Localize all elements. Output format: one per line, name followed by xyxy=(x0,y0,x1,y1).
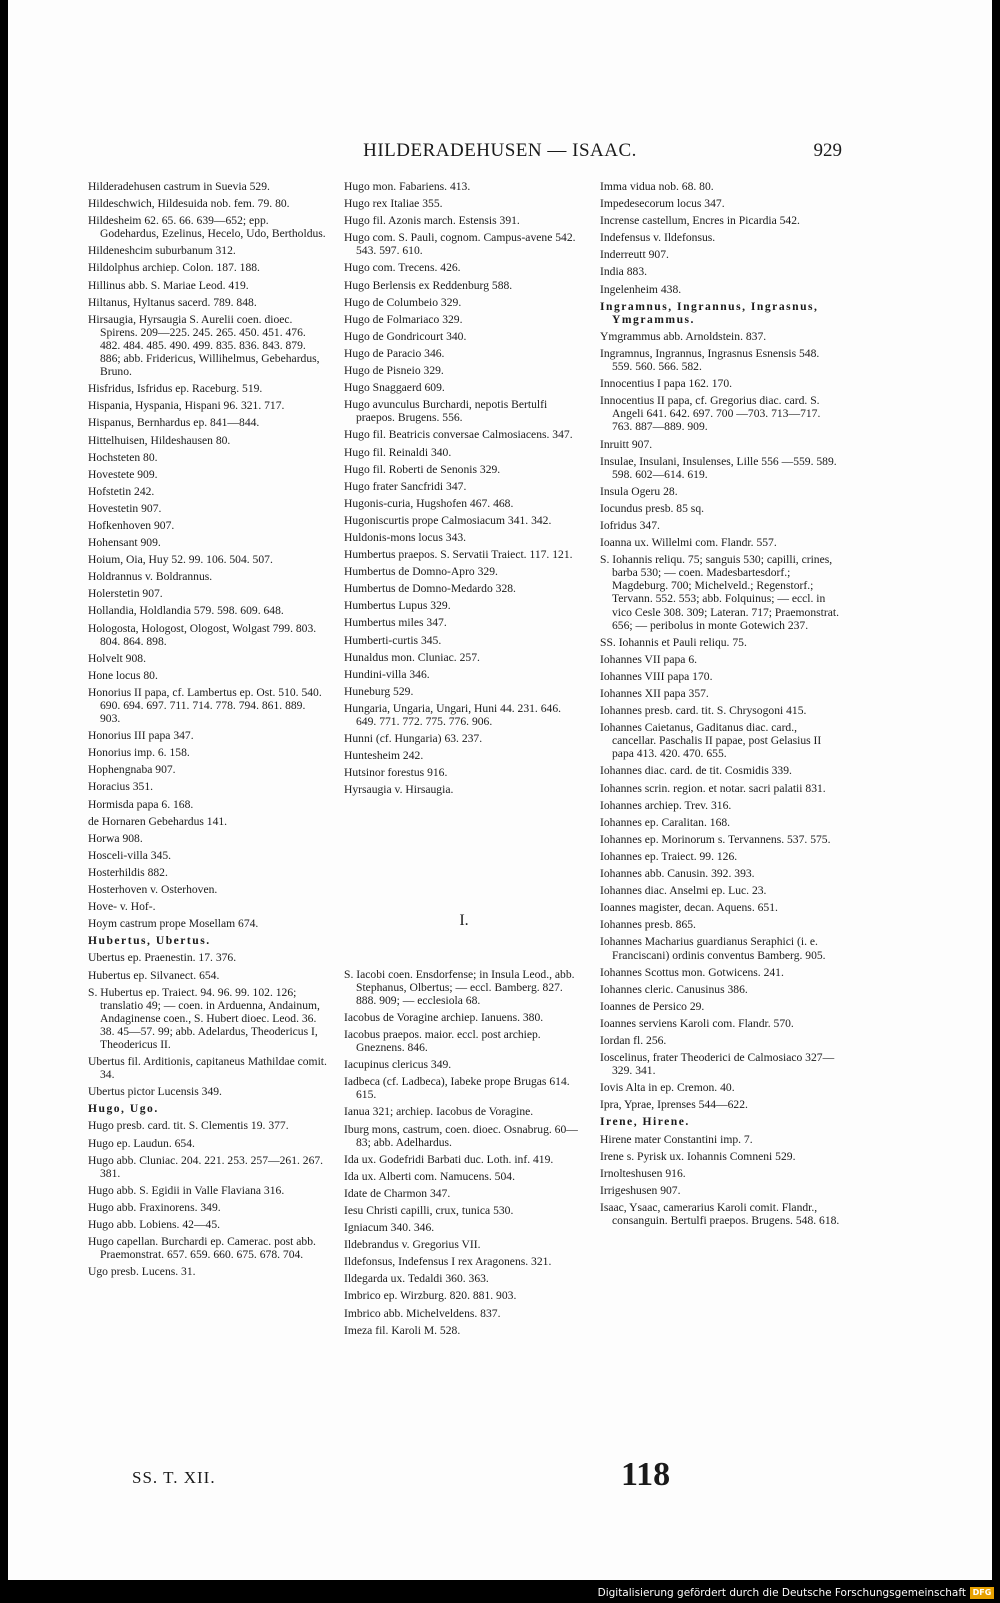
sheet-number: 118 xyxy=(621,1456,671,1493)
index-entry: Humbertus Lupus 329. xyxy=(344,599,451,613)
index-entry: Horwa 908. xyxy=(88,831,143,845)
index-entry: Iofridus 347. xyxy=(600,518,660,532)
index-entry: Iohannes presb. 865. xyxy=(600,918,696,932)
index-entry: Holvelt 908. xyxy=(88,651,146,665)
index-entry: Hunaldus mon. Cluniac. 257. xyxy=(344,650,480,664)
index-entry: Hoium, Oia, Huy 52. 99. 106. 504. 507. xyxy=(88,553,273,567)
index-entry: Hugo avunculus Burchardi, nepotis Bertulfi praepos. Brugens. 556. xyxy=(344,398,548,425)
funding-credit: Digitalisierung gefördert durch die Deutsche Forschungsgemeinschaft xyxy=(597,1587,966,1599)
index-entry: S. Iacobi coen. Ensdorfense; in Insula Leod., abb. Stephanus, Olbertus; — eccl. Bamberg. 827. 888. 909; — ecclesiola 68. xyxy=(344,967,575,1007)
index-entry: Hugo presb. card. tit. S. Clementis 19. 377. xyxy=(88,1119,289,1133)
index-entry: Ioannes de Persico 29. xyxy=(600,999,705,1013)
index-entry: Iocundus presb. 85 sq. xyxy=(600,501,705,515)
index-entry: Innocentius II papa, cf. Gregorius diac. card. S. Angeli 641. 642. 697. 700 —703. 713—717. 763. 887—889. 909. xyxy=(600,394,821,434)
index-entry: Hugo rex Italiae 355. xyxy=(344,197,443,211)
index-entry: Iohannes VII papa 6. xyxy=(600,652,698,666)
index-entry: Hisfridus, Isfridus ep. Raceburg. 519. xyxy=(88,382,263,396)
index-entry: Ubertus fil. Arditionis, capitaneus Mathildae comit. 34. xyxy=(88,1055,327,1082)
index-entry: Iohannes XII papa 357. xyxy=(600,687,709,700)
index-entry: Iohannes presb. card. tit. S. Chrysogoni 415. xyxy=(600,704,807,718)
index-entry: Hovestetin 907. xyxy=(88,501,162,515)
index-entry: Hollandia, Holdlandia 579. 598. 609. 648. xyxy=(88,604,284,618)
index-heading: Irene, Hirene. xyxy=(600,1115,690,1129)
index-entry: Humberti-curtis 345. xyxy=(344,633,442,647)
index-entry: Holerstetin 907. xyxy=(88,587,163,601)
index-entry: Hoym castrum prope Mosellam 674. xyxy=(88,917,259,931)
index-entry: Iovis Alta in ep. Cremon. 40. xyxy=(600,1081,735,1095)
index-entry: Irrigeshusen 907. xyxy=(600,1183,681,1197)
index-entry: Imbrico ep. Wirzburg. 820. 881. 903. xyxy=(344,1289,517,1303)
index-entry: Huldonis-mons locus 343. xyxy=(344,530,467,544)
index-entry: Igniacum 340. 346. xyxy=(344,1221,435,1235)
index-entry: Hochsteten 80. xyxy=(88,450,158,464)
index-entry: Hutsinor forestus 916. xyxy=(344,766,448,780)
index-entry: Hildesheim 62. 65. 66. 639—652; epp. Godehardus, Ezelinus, Hecelo, Udo, Bertholdus. xyxy=(88,214,326,241)
index-entry: Incrense castellum, Encres in Picardia 542. xyxy=(600,214,800,228)
index-column-2-entries-h xyxy=(344,180,584,796)
index-entry: Holdrannus v. Boldrannus. xyxy=(88,570,213,584)
index-entry: Iohannes ep. Traiect. 99. 126. xyxy=(600,849,738,863)
index-entry: Humbertus de Domno-Apro 329. xyxy=(344,565,498,579)
index-entry: Ida ux. Godefridi Barbati duc. Loth. inf. 419. xyxy=(344,1152,554,1166)
index-entry: Horacius 351. xyxy=(88,780,154,794)
index-entry: Iesu Christi capilli, crux, tunica 530. xyxy=(344,1203,514,1217)
index-entry: Hofstetin 242. xyxy=(88,484,155,498)
index-column-2-entries-i xyxy=(344,968,584,1337)
index-entry: Hugo Snaggaerd 609. xyxy=(344,381,445,395)
index-entry: Iohannes Macharius guardianus Seraphici (i. e. Franciscani) ordinis conventus Bamberg. 905. xyxy=(600,935,826,962)
index-entry: Iohannes cleric. Canusinus 386. xyxy=(600,982,748,996)
index-entry: Iohannes diac. card. de tit. Cosmidis 339. xyxy=(600,764,792,778)
index-entry: Ipra, Yprae, Iprenses 544—622. xyxy=(600,1098,748,1112)
index-entry: Hosterhildis 882. xyxy=(88,865,168,879)
index-entry: Hugo de Paracio 346. xyxy=(344,346,445,360)
index-entry: Huntesheim 242. xyxy=(344,749,424,763)
index-entry: Iohannes archiep. Trev. 316. xyxy=(600,798,732,812)
index-entry: Hugo abb. Fraxinorens. 349. xyxy=(88,1200,221,1214)
document-page xyxy=(8,0,992,1580)
index-entry: Hofkenhoven 907. xyxy=(88,518,175,532)
index-entry: Hugo frater Sancfridi 347. xyxy=(344,479,467,493)
index-entry: Hundini-villa 346. xyxy=(344,667,430,681)
index-entry: Hophengnaba 907. xyxy=(88,763,176,777)
index-entry: Ioanna ux. Willelmi com. Flandr. 557. xyxy=(600,536,777,550)
index-entry: Hugo com. Trecens. 426. xyxy=(344,261,461,275)
index-entry: S. Iohannis reliqu. 75; sanguis 530; capilli, crines, barba 530; — coen. Madesbartesdorf.; Magdeburg. 700; Michelveld.; Regenstorf.; Tervann. 552. 553; abb. Folquinus; — eccl. in vico Cesle 308. 309; Lateran. 717; Praemonstrat. 656; — peribolus in monte Gotewich 237. xyxy=(600,553,839,632)
index-entry: Humbertus praepos. S. Servatii Traiect. 117. 121. xyxy=(344,548,573,562)
index-entry: Iordan fl. 256. xyxy=(600,1033,667,1047)
section-letter: I. xyxy=(459,912,469,930)
index-entry: Hugo abb. S. Egidii in Valle Flaviana 316. xyxy=(88,1183,285,1197)
index-entry: Insulae, Insulani, Insulenses, Lille 556 —559. 589. 598. 602—614. 619. xyxy=(600,454,837,481)
index-entry: Hormisda papa 6. 168. xyxy=(88,797,194,811)
index-entry: Isaac, Ysaac, camerarius Karoli comit. Flandr., consanguin. Bertulfi praepos. Brugens. 548. 618. xyxy=(600,1200,840,1227)
index-entry: Idate de Charmon 347. xyxy=(344,1186,451,1200)
index-entry: Hugonis-curia, Hugshofen 467. 468. xyxy=(344,496,514,510)
index-entry: Hugo de Folmariaco 329. xyxy=(344,312,463,326)
index-entry: Hugo com. S. Pauli, cognom. Campus-avene 542. 543. 597. 610. xyxy=(344,231,576,258)
index-entry: Ioscelinus, frater Theoderici de Calmosiaco 327—329. 341. xyxy=(600,1051,835,1078)
index-entry: Iacobus de Voragine archiep. Ianuens. 380. xyxy=(344,1010,544,1024)
index-entry: Imma vidua nob. 68. 80. xyxy=(600,180,714,193)
index-entry: Hugo de Gondricourt 340. xyxy=(344,329,467,343)
index-entry: Ildefonsus, Indefensus I rex Aragonens. 321. xyxy=(344,1255,552,1269)
index-entry: Ildebrandus v. Gregorius VII. xyxy=(344,1238,481,1252)
index-entry: Hugo fil. Azonis march. Estensis 391. xyxy=(344,214,520,228)
index-entry: Ioannes magister, decan. Aquens. 651. xyxy=(600,901,778,915)
index-entry: Hugo de Pisneio 329. xyxy=(344,364,444,378)
index-entry: Ugo presb. Lucens. 31. xyxy=(88,1265,196,1279)
index-entry: Hugo de Columbeio 329. xyxy=(344,295,462,309)
index-entry: Hosterhoven v. Osterhoven. xyxy=(88,883,218,897)
index-entry: Inderreutt 907. xyxy=(600,248,669,262)
signature-mark: SS. T. XII. xyxy=(132,1468,216,1487)
index-entry: Hologosta, Hologost, Ologost, Wolgast 799. 803. 804. 864. 898. xyxy=(88,621,317,648)
index-entry: Indefensus v. Ildefonsus. xyxy=(600,231,716,245)
index-entry: Impedesecorum locus 347. xyxy=(600,197,725,211)
index-entry: Huneburg 529. xyxy=(344,684,414,698)
index-entry: S. Hubertus ep. Traiect. 94. 96. 99. 102. 126; translatio 49; — coen. in Arduenna, Andainum, Andaginense coen., S. Hubert dioec. Leod. 36. 38. 45—57. 99; abb. Adelardus, Theodericus I, Theodericus II. xyxy=(88,985,320,1051)
index-entry: Hone locus 80. xyxy=(88,668,158,682)
index-entry: Irene s. Pyrisk ux. Iohannis Comneni 529. xyxy=(600,1149,796,1163)
index-entry: Hildolphus archiep. Colon. 187. 188. xyxy=(88,261,260,275)
index-entry: Hove- v. Hof-. xyxy=(88,900,156,914)
index-entry: Honorius imp. 6. 158. xyxy=(88,746,190,760)
index-column-1 xyxy=(88,180,328,1282)
index-entry: Hugo fil. Roberti de Senonis 329. xyxy=(344,462,501,476)
index-entry: Hilderadehusen castrum in Suevia 529. xyxy=(88,180,270,193)
index-entry: Hirsaugia, Hyrsaugia S. Aurelii coen. dioec. Spirens. 209—225. 245. 265. 450. 451. 476. 482. 484. 485. 490. 499. 835. 836. 843. 879. 886; abb. Fridericus, Willihelmus, Gebehardus, Bruno. xyxy=(88,312,320,379)
index-entry: Hiltanus, Hyltanus sacerd. 789. 848. xyxy=(88,295,257,309)
index-entry: Iohannes Scottus mon. Gotwicens. 241. xyxy=(600,965,784,979)
index-entry: Hittelhuisen, Hildeshausen 80. xyxy=(88,433,231,447)
index-entry: Hyrsaugia v. Hirsaugia. xyxy=(344,783,454,797)
index-heading: Hubertus, Ubertus. xyxy=(88,934,211,948)
index-entry: Hovestete 909. xyxy=(88,467,158,481)
index-entry: Hugo fil. Beatricis conversae Calmosiacens. 347. xyxy=(344,428,573,442)
index-entry: Irnolteshusen 916. xyxy=(600,1166,686,1180)
dfg-logo: DFG xyxy=(970,1587,994,1599)
index-entry: Ingelenheim 438. xyxy=(600,282,682,296)
index-entry: Ubertus ep. Praenestin. 17. 376. xyxy=(88,951,237,965)
index-entry: Hunni (cf. Hungaria) 63. 237. xyxy=(344,732,483,746)
index-entry: Iacupinus clericus 349. xyxy=(344,1058,452,1072)
index-entry: Hubertus ep. Silvanect. 654. xyxy=(88,968,220,982)
index-entry: Ianua 321; archiep. Iacobus de Voragine. xyxy=(344,1105,534,1119)
index-entry: Iohannes diac. Anselmi ep. Luc. 23. xyxy=(600,884,767,898)
running-title: HILDERADEHUSEN — ISAAC. xyxy=(363,140,637,161)
index-entry: Iohannes ep. Caralitan. 168. xyxy=(600,815,731,829)
index-entry: Hugoniscurtis prope Calmosiacum 341. 342. xyxy=(344,513,552,527)
index-entry: Iburg mons, castrum, coen. dioec. Osnabrug. 60—83; abb. Adelhardus. xyxy=(344,1122,578,1149)
index-entry: Iohannes Caietanus, Gaditanus diac. card., cancellar. Paschalis II papae, post Gelasius II papa 413. 420. 470. 655. xyxy=(600,721,822,761)
index-entry: Humbertus de Domno-Medardo 328. xyxy=(344,582,516,596)
index-entry: Iohannes scrin. region. et notar. sacri palatii 831. xyxy=(600,781,826,795)
index-entry: Ymgrammus abb. Arnoldstein. 837. xyxy=(600,329,767,343)
index-heading: Ingramnus, Ingrannus, Ingrasnus, Ymgrammus. xyxy=(600,299,819,326)
index-entry: Ingramnus, Ingrannus, Ingrasnus Esnensis 548. 559. 560. 566. 582. xyxy=(600,346,820,374)
index-entry: Iadbeca (cf. Ladbeca), Iabeke prope Brugas 614. 615. xyxy=(344,1075,570,1102)
index-entry: Hispania, Hyspania, Hispani 96. 321. 717. xyxy=(88,399,285,413)
index-entry: Iohannes ep. Morinorum s. Tervannens. 537. 575. xyxy=(600,832,831,846)
index-entry: Hungaria, Ungaria, Ungari, Huni 44. 231. 646. 649. 771. 772. 775. 776. 906. xyxy=(344,701,562,728)
index-entry: Iacobus praepos. maior. eccl. post archiep. Gneznens. 846. xyxy=(344,1027,541,1055)
index-entry: Hildeschwich, Hildesuida nob. fem. 79. 80. xyxy=(88,197,290,211)
index-entry: Hugo abb. Lobiens. 42—45. xyxy=(88,1218,221,1231)
index-entry: Ildegarda ux. Tedaldi 360. 363. xyxy=(344,1272,489,1286)
index-entry: Iohannes VIII papa 170. xyxy=(600,669,713,683)
page-number: 929 xyxy=(813,140,842,161)
index-entry: Ioannes serviens Karoli com. Flandr. 570. xyxy=(600,1016,794,1030)
index-column-2 xyxy=(344,180,584,1341)
index-entry: Imeza fil. Karoli M. 528. xyxy=(344,1323,461,1337)
index-entry: Hildeneshcim suburbanum 312. xyxy=(88,244,236,258)
index-entry: Innocentius I papa 162. 170. xyxy=(600,377,733,391)
index-entry: Hugo fil. Reinaldi 340. xyxy=(344,445,452,459)
index-entry: Hugo abb. Cluniac. 204. 221. 253. 257—261. 267. 381. xyxy=(88,1153,324,1180)
index-entry: India 883. xyxy=(600,265,648,279)
index-heading: Hugo, Ugo. xyxy=(88,1102,159,1116)
index-entry: Honorius II papa, cf. Lambertus ep. Ost. 510. 540. 690. 694. 697. 711. 714. 778. 794. 861. 889. 903. xyxy=(88,685,322,726)
index-entry: SS. Iohannis et Pauli reliqu. 75. xyxy=(600,635,747,649)
index-entry: de Hornaren Gebehardus 141. xyxy=(88,814,228,828)
index-entry: Ida ux. Alberti com. Namucens. 504. xyxy=(344,1169,515,1183)
index-entry: Hugo capellan. Burchardi ep. Camerac. post abb. Praemonstrat. 657. 659. 660. 675. 678. 704. xyxy=(88,1235,316,1262)
index-entry: Ubertus pictor Lucensis 349. xyxy=(88,1085,222,1099)
index-entry: Hispanus, Bernhardus ep. 841—844. xyxy=(88,416,260,430)
index-entry: Hugo ep. Laudun. 654. xyxy=(88,1136,195,1150)
index-entry: Hugo Berlensis ex Reddenburg 588. xyxy=(344,278,513,292)
index-entry: Hirene mater Constantini imp. 7. xyxy=(600,1132,753,1146)
index-entry: Hosceli-villa 345. xyxy=(88,848,172,862)
index-entry: Insula Ogeru 28. xyxy=(600,484,678,498)
index-entry: Humbertus miles 347. xyxy=(344,616,447,630)
index-entry: Hugo mon. Fabariens. 413. xyxy=(344,180,471,193)
index-entry: Inruitt 907. xyxy=(600,437,653,451)
index-entry: Hohensant 909. xyxy=(88,536,161,550)
index-column-3 xyxy=(600,180,840,1231)
index-entry: Honorius III papa 347. xyxy=(88,729,194,743)
index-entry: Hillinus abb. S. Mariae Leod. 419. xyxy=(88,278,249,292)
index-entry: Imbrico abb. Michelveldens. 837. xyxy=(344,1306,501,1320)
index-entry: Iohannes abb. Canusin. 392. 393. xyxy=(600,867,755,881)
